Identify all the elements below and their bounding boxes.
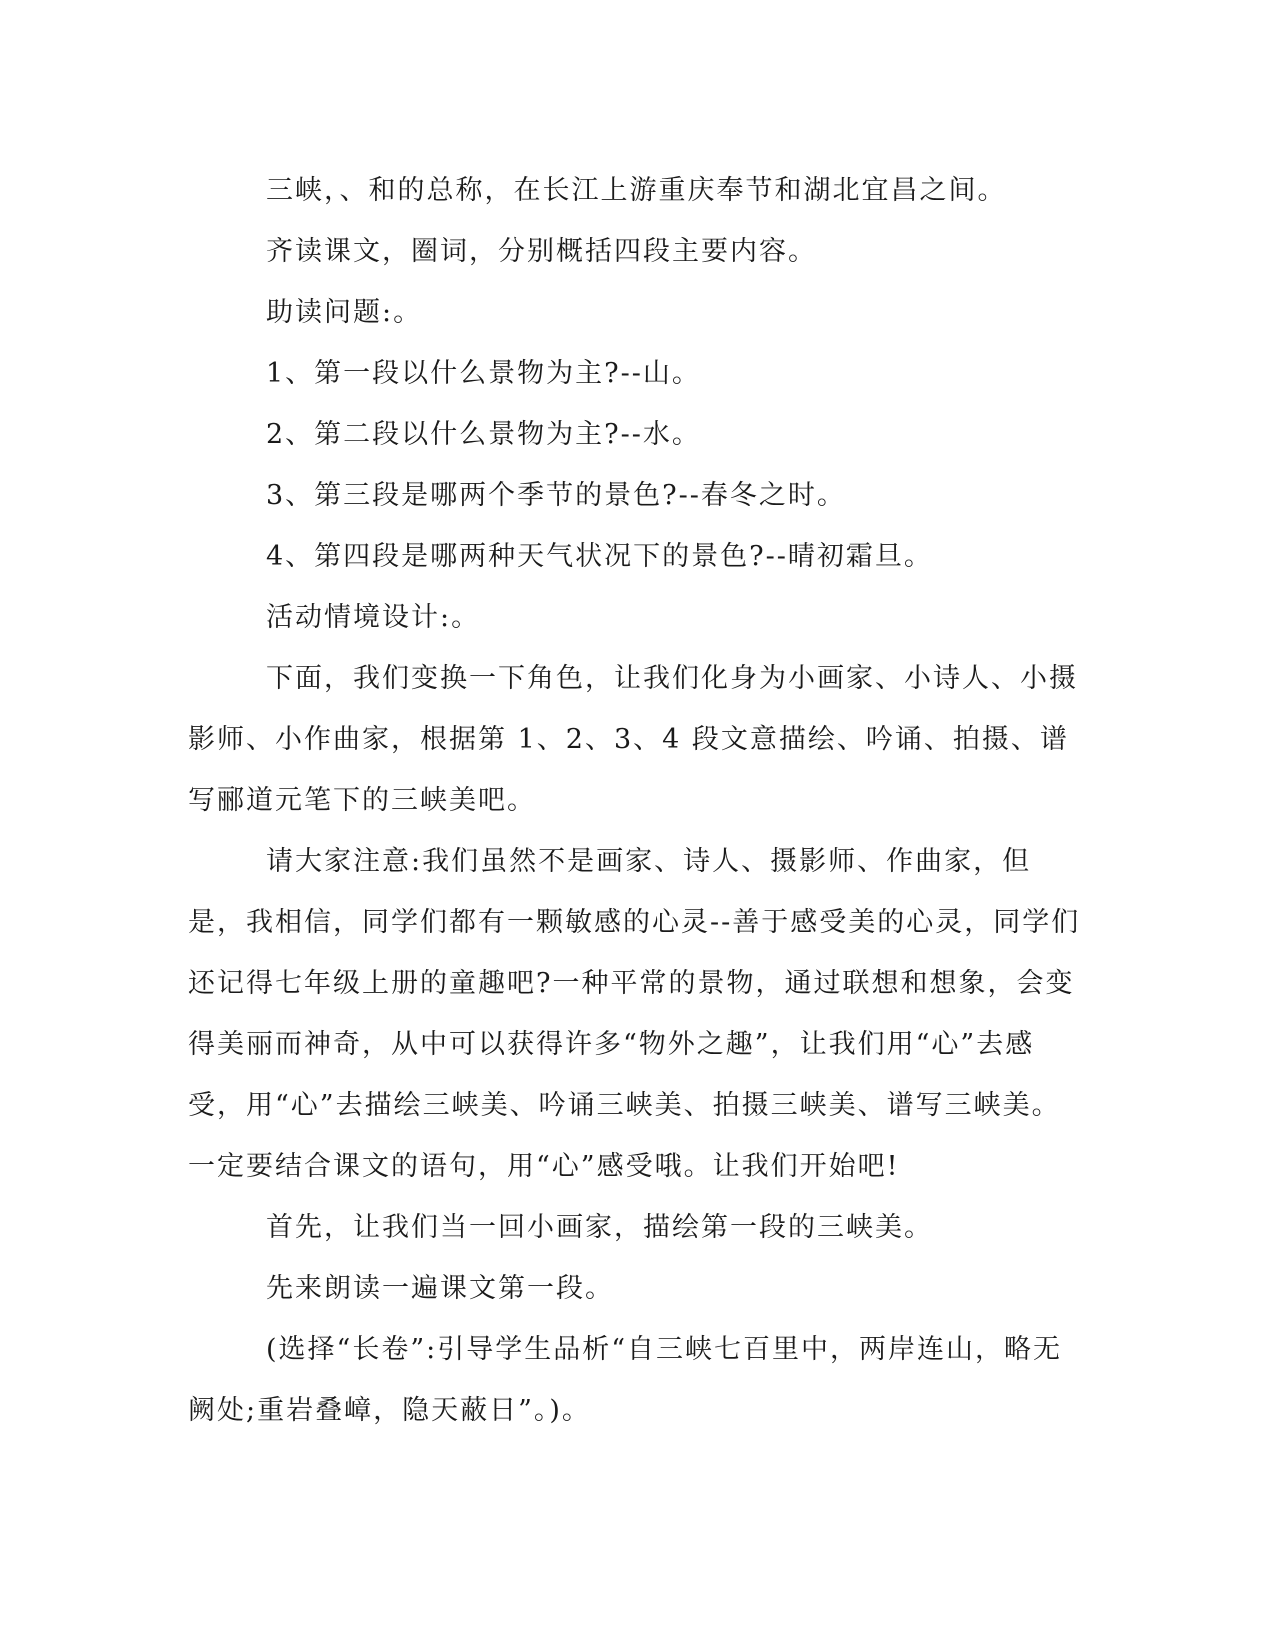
paragraph-read-first-section: 先来朗读一遍课文第一段。 (266, 1273, 614, 1304)
paragraph-reading-questions-heading: 助读问题:。 (266, 297, 423, 328)
paragraph-question-4: 4、第四段是哪两种天气状况下的景色?--晴初霜旦。 (266, 541, 933, 572)
paragraph-first-painter: 首先，让我们当一回小画家，描绘第一段的三峡美。 (266, 1212, 933, 1243)
paragraph-question-2: 2、第二段以什么景物为主?--水。 (266, 419, 701, 450)
paragraph-activity-heading: 活动情境设计:。 (266, 602, 481, 633)
paragraph-intro: 三峡，、和的总称，在长江上游重庆奉节和湖北宜昌之间。 (266, 175, 1007, 206)
paragraph-read-aloud: 齐读课文，圈词，分别概括四段主要内容。 (266, 236, 817, 267)
paragraph-question-3: 3、第三段是哪两个季节的景色?--春冬之时。 (266, 480, 846, 511)
paragraph-question-1: 1、第一段以什么景物为主?--山。 (266, 358, 701, 389)
document-body (188, 160, 1088, 1441)
paragraph-role-change: 下面，我们变换一下角色，让我们化身为小画家、小诗人、小摄影师、小作曲家，根据第 1、2、3、4 段文意描绘、吟诵、拍摄、谱写郦道元笔下的三峡美吧。 (188, 663, 1078, 816)
paragraph-attention: 请大家注意:我们虽然不是画家、诗人、摄影师、作曲家，但是，我相信，同学们都有一颗敏感的心灵--善于感受美的心灵，同学们还记得七年级上册的童趣吧?一种平常的景物，通过联想和想象，会变得美丽而神奇，从中可以获得许多“物外之趣”，让我们用“心”去感受，用“心”去描绘三峡美、吟诵三峡美、拍摄三峡美、谱写三峡美。一定要结合课文的语句，用“心”感受哦。让我们开始吧! (188, 846, 1081, 1182)
paragraph-long-scroll: (选择“长卷”:引导学生品析“自三峡七百里中，两岸连山，略无阙处;重岩叠嶂，隐天蔽日”。)。 (188, 1334, 1063, 1426)
